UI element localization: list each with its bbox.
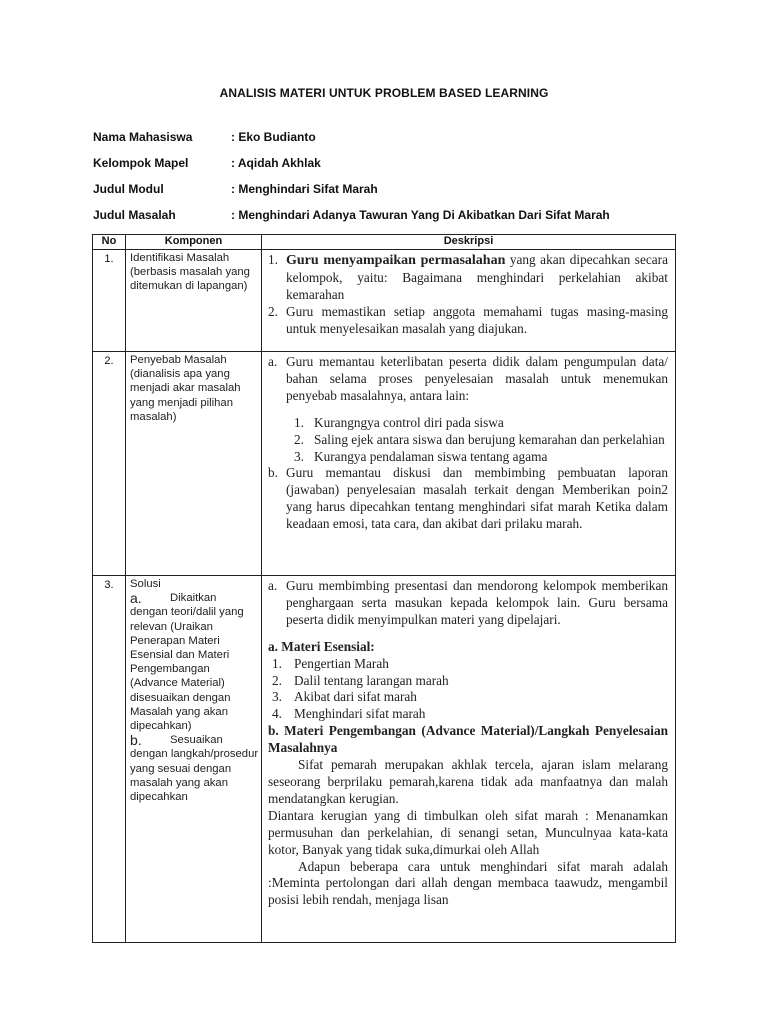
list-item <box>268 578 668 629</box>
item-marker: 2. <box>272 672 282 688</box>
paragraph: Diantara kerugian yang di timbulkan oleh sifat marah : Menanamkan permusuhan dan perkelahian, di senangi setan, Munculnyaa kata-kata kotor, Banyak yang tidak suka,dimurkai oleh Allah <box>268 807 668 857</box>
meta-nama-mahasiswa <box>93 130 316 144</box>
list-item <box>268 304 668 338</box>
komponen-subitem-text: dengan teori/dalil yang relevan (Uraikan Penerapan Materi Esensial dan Materi Pengembangan (Advance Material) disesuaikan dengan Masalah yang akan dipecahkan) <box>130 606 244 733</box>
item-marker: 2. <box>268 303 278 319</box>
item-text: Guru membimbing presentasi dan mendorong kelompok memberikan penghargaan serta masukan kepada kelompok lain. Guru bersama peserta didik menyimpulkan materi yang dipelajari. <box>286 578 668 627</box>
list-item <box>272 706 668 723</box>
item-text: Sesuaikan <box>170 734 223 747</box>
item-marker: 3. <box>272 689 282 705</box>
table-row <box>93 250 676 352</box>
meta-value: : Aqidah Akhlak <box>231 156 321 170</box>
item-text: Menghindari sifat marah <box>294 706 426 722</box>
list-item <box>268 449 668 466</box>
list-item <box>268 252 668 304</box>
meta-value: : Menghindari Adanya Tawuran Yang Di Akibatkan Dari Sifat Marah <box>231 208 610 222</box>
komponen-subitem <box>130 591 259 605</box>
row-number: 3. <box>93 576 126 943</box>
row-number: 1. <box>93 250 126 352</box>
list-item <box>268 354 668 405</box>
meta-label: Judul Modul <box>93 182 164 196</box>
list-item <box>268 432 668 449</box>
item-marker: a. <box>268 578 278 593</box>
meta-label: Judul Masalah <box>93 208 176 222</box>
list-item <box>272 656 668 673</box>
paragraph: Adapun beberapa cara untuk menghindari sifat marah adalah :Meminta pertolongan dari allah dengan membaca taawudz, mengambil posisi lebih rendah, menjaga lisan <box>268 858 668 908</box>
deskripsi-cell <box>262 576 676 943</box>
header-no: No <box>93 235 126 250</box>
item-marker: 1. <box>272 655 282 671</box>
item-text: yang akan dipecahkan secara kelompok, yaitu: Bagaimana menghindari perkelahian akibat kemarahan <box>286 252 668 302</box>
list-item <box>268 465 668 533</box>
meta-judul-masalah <box>93 208 610 222</box>
meta-label: Kelompok Mapel <box>93 156 189 170</box>
meta-label: Nama Mahasiswa <box>93 130 193 144</box>
item-text: Pengertian Marah <box>294 655 389 671</box>
bold-phrase: Guru menyampaikan permasalahan <box>286 253 506 268</box>
meta-value: : Eko Budianto <box>231 130 316 144</box>
header-deskripsi: Deskripsi <box>262 235 676 250</box>
item-text: Guru memastikan setiap anggota memahami tugas masing-masing untuk menyelesaikan masalah yang diajukan. <box>286 303 668 336</box>
komponen-subitem <box>130 733 259 747</box>
item-marker: b. <box>268 465 278 481</box>
list-item <box>272 673 668 690</box>
analysis-table <box>92 234 676 943</box>
table-row <box>93 352 676 576</box>
komponen-cell <box>126 576 262 943</box>
table-row <box>93 576 676 943</box>
komponen-title: Solusi <box>130 578 161 590</box>
item-text: Guru memantau diskusi dan membimbing pembuatan laporan (jawaban) penyelesaian masalah terkait dengan Memberikan poin2 yang harus dipecahkan tentang menghindari sifat marah Ketika dalam keadaan emosi, tata cara, dan akibat dari prilaku marah. <box>286 465 668 532</box>
document-title: ANALISIS MATERI UNTUK PROBLEM BASED LEARNING <box>219 86 549 100</box>
item-marker: 1. <box>268 252 278 267</box>
item-text: Saling ejek antara siswa dan berujung kemarahan dan perkelahian <box>314 431 665 447</box>
item-text: Guru memantau keterlibatan peserta didik dalam pengumpulan data/ bahan selama proses penyelesaian masalah untuk menemukan penyebab masalahnya, antara lain: <box>286 354 668 403</box>
row-number: 2. <box>93 352 126 576</box>
item-text: Kurangya pendalaman siswa tentang agama <box>314 448 548 464</box>
item-marker: b. <box>130 732 142 749</box>
item-text: Kurangngya control diri pada siswa <box>314 414 504 430</box>
item-marker: 2. <box>294 431 304 447</box>
list-item <box>272 689 668 706</box>
header-komponen: Komponen <box>126 235 262 250</box>
item-text: Dalil tentang larangan marah <box>294 672 449 688</box>
paragraph: Sifat pemarah merupakan akhlak tercela, ajaran islam melarang seseorang berprilaku pemarah,karena tidak ada manfaatnya dan malah mendatangkan kerugian. <box>268 757 668 806</box>
deskripsi-cell <box>262 250 676 352</box>
deskripsi-cell <box>262 352 676 576</box>
item-marker: a. <box>268 354 278 369</box>
item-marker: 1. <box>294 414 304 430</box>
komponen-cell: Penyebab Masalah (dianalisis apa yang menjadi akar masalah yang menjadi pilihan masalah) <box>126 352 262 576</box>
table-header-row <box>93 235 676 250</box>
item-text: Dikaitkan <box>170 592 217 605</box>
meta-kelompok-mapel <box>93 156 321 170</box>
komponen-cell: Identifikasi Masalah (berbasis masalah yang ditemukan di lapangan) <box>126 250 262 352</box>
list-item <box>268 415 668 432</box>
esensial-heading: a. Materi Esensial: <box>268 638 375 654</box>
pengembangan-heading: b. Materi Pengembangan (Advance Material)/Langkah Penyelesaian Masalahnya <box>268 723 668 756</box>
item-marker: 3. <box>294 448 304 464</box>
item-marker: a. <box>130 590 142 607</box>
meta-value: : Menghindari Sifat Marah <box>231 182 378 196</box>
item-text: Akibat dari sifat marah <box>294 689 417 705</box>
komponen-subitem-text: dengan langkah/prosedur yang sesuai dengan masalah yang akan dipecahkan <box>130 748 259 804</box>
item-marker: 4. <box>272 706 282 722</box>
meta-judul-modul <box>93 182 378 196</box>
